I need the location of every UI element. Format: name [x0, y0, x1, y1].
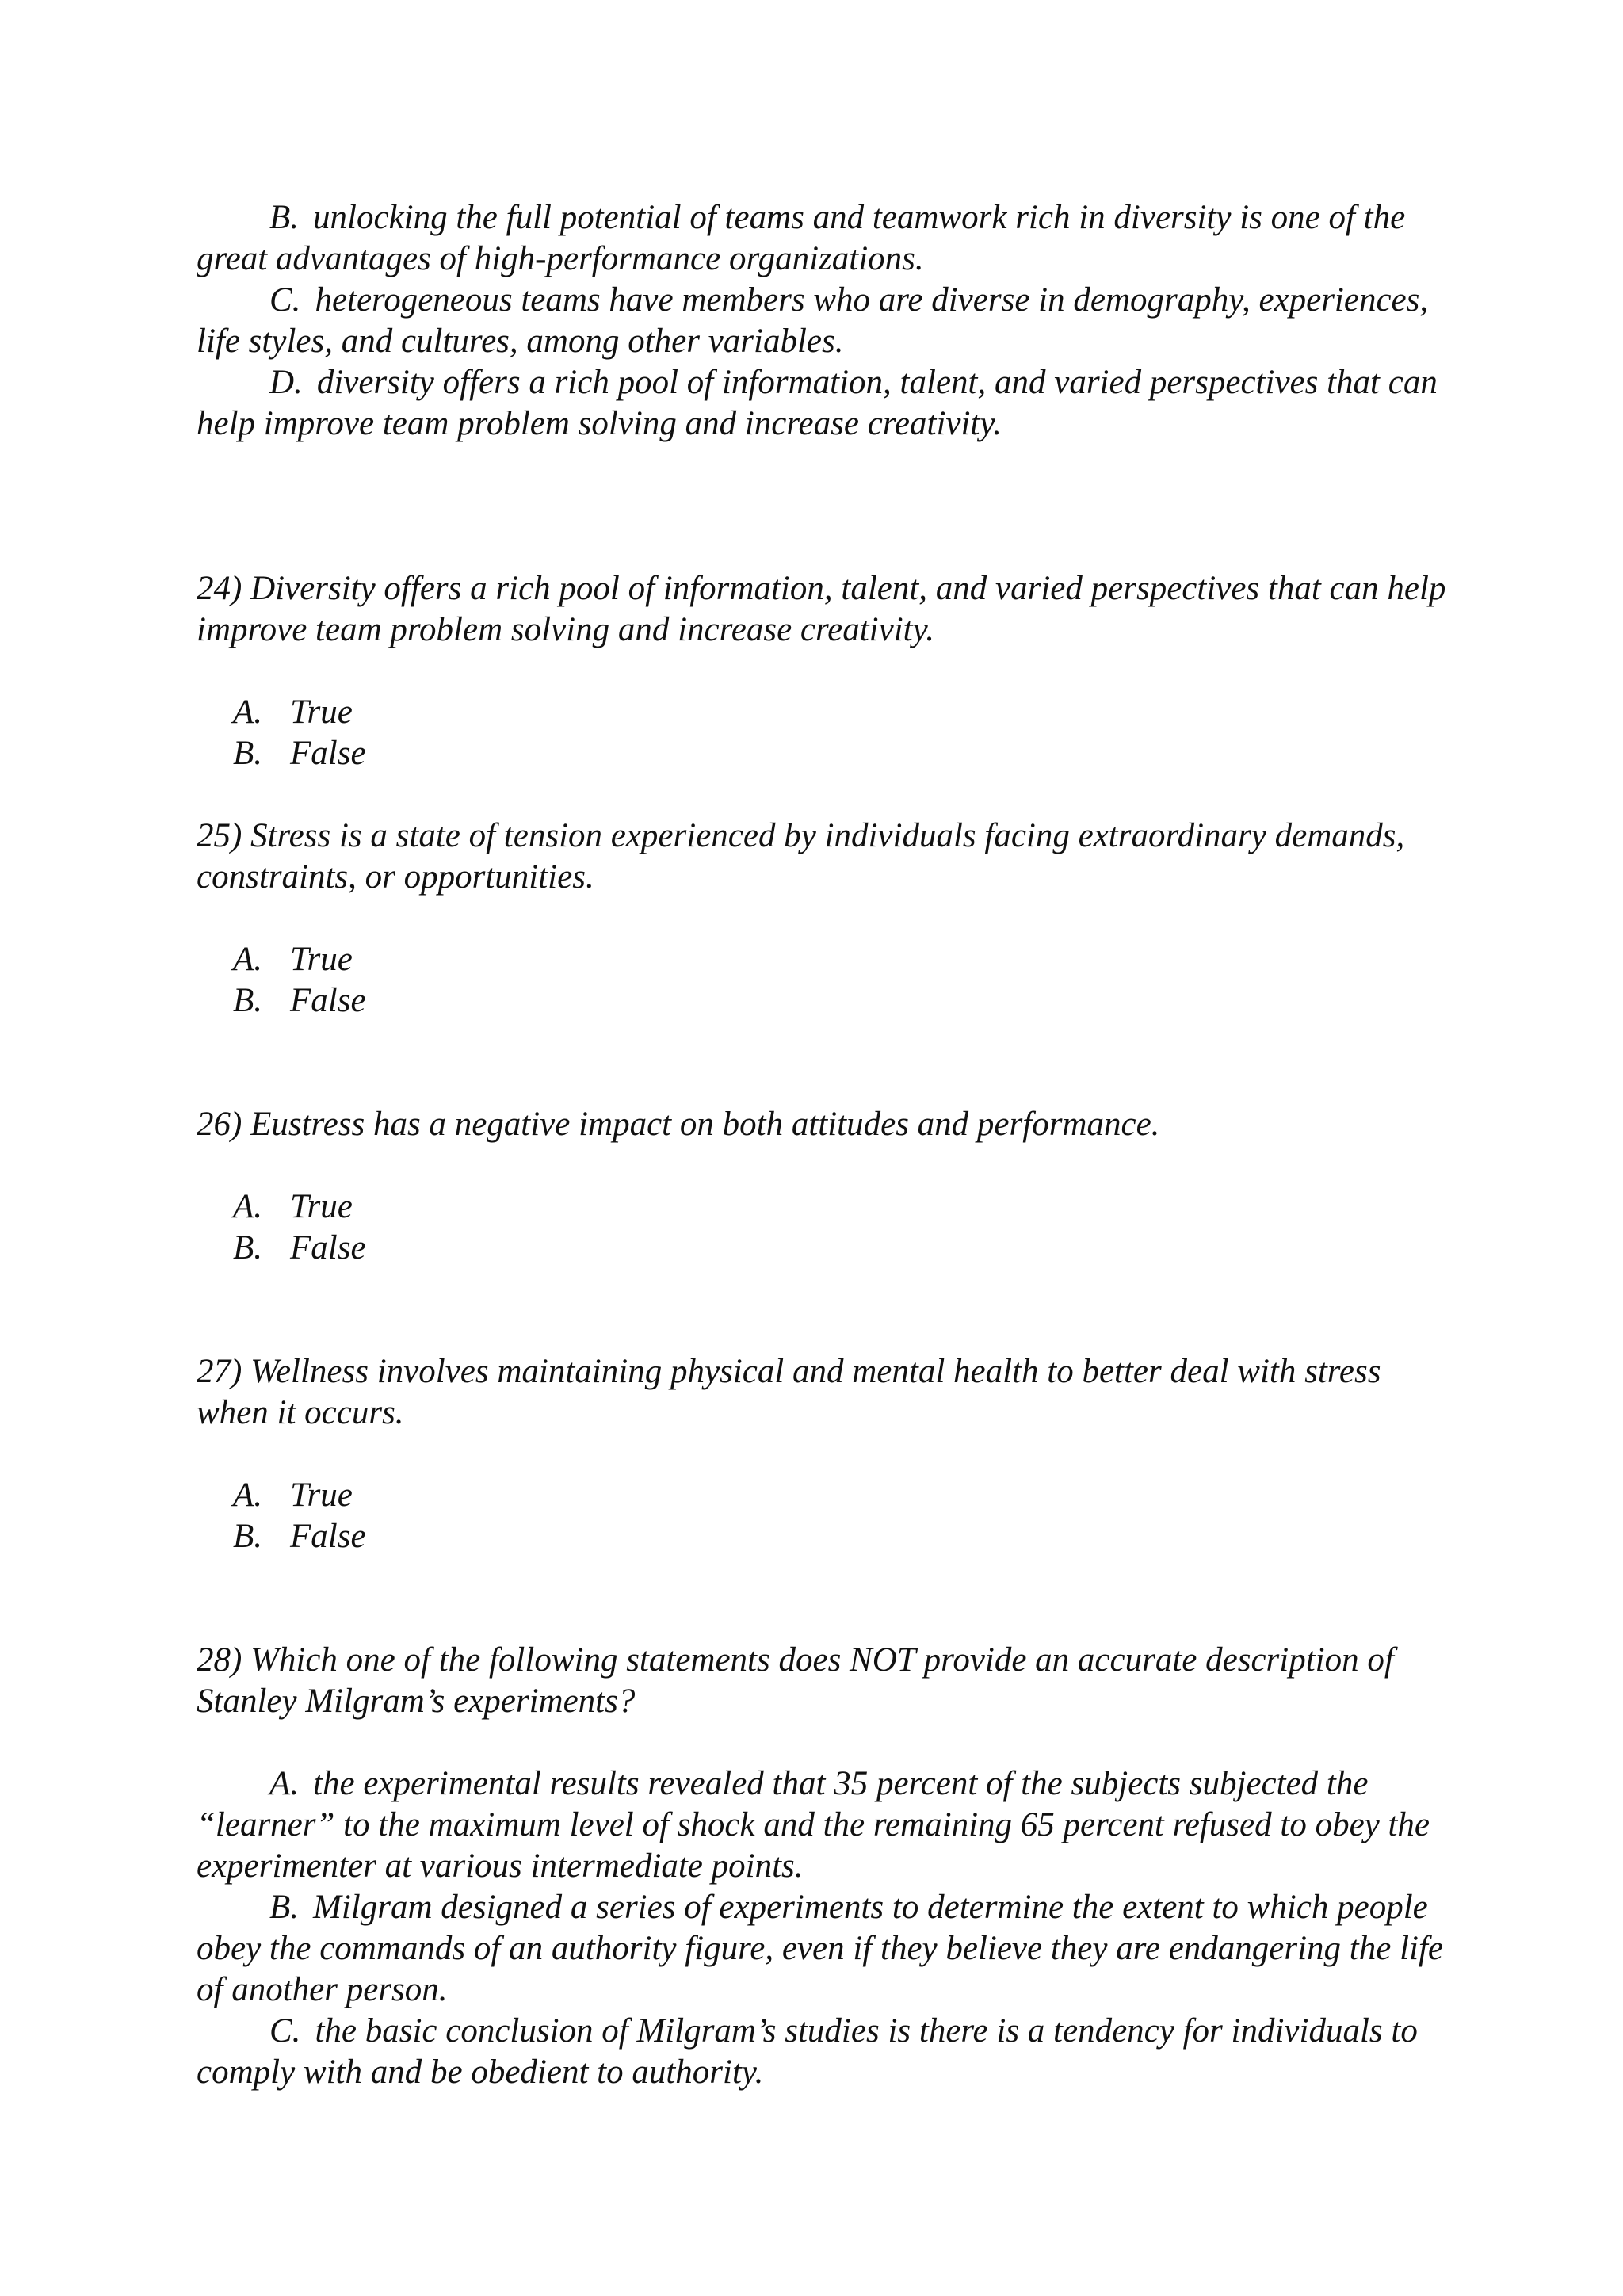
option-item — [197, 1186, 1457, 1228]
question-text: 26) Eustress has a negative impact on both attitudes and performance. — [197, 1106, 1160, 1143]
option-letter: A. — [233, 1188, 263, 1225]
option-item — [197, 362, 1457, 445]
option-letter: B. — [233, 982, 263, 1019]
option-letter: A. — [233, 941, 263, 978]
option-text: True — [290, 1188, 353, 1225]
option-text: False — [290, 1518, 366, 1555]
question-28 — [197, 1640, 1457, 2093]
option-item — [197, 980, 1457, 1022]
option-letter: A. — [269, 1765, 300, 1802]
option-text: False — [290, 735, 366, 772]
option-letter: D. — [269, 364, 303, 401]
option-text: the basic conclusion of Milgram’s studies is there is a tendency for individuals to comply with and be obedient to authority. — [197, 2012, 1418, 2091]
option-text: unlocking the full potential of teams and teamwork rich in diversity is one of the great advantages of high-performance organizations. — [197, 199, 1406, 277]
continued-options — [197, 197, 1457, 445]
document-page — [197, 197, 1457, 2093]
option-letter: B. — [269, 1889, 300, 1926]
option-item — [197, 1228, 1457, 1269]
option-text: True — [290, 941, 353, 978]
option-text: False — [290, 982, 366, 1019]
option-item — [197, 197, 1457, 280]
option-item — [197, 280, 1457, 362]
option-text: heterogeneous teams have members who are diverse in demography, experiences, life styles, and cultures, among other variables. — [197, 281, 1429, 360]
option-letter: C. — [269, 2012, 301, 2050]
option-letter: B. — [233, 735, 263, 772]
option-item — [197, 939, 1457, 980]
question-24 — [197, 568, 1457, 774]
option-item — [197, 1887, 1457, 2011]
option-text: Milgram designed a series of experiments to determine the extent to which people obey the commands of an authority figure, even if they believe they are endangering the life of another person. — [197, 1889, 1444, 2008]
option-item — [197, 692, 1457, 733]
option-item — [197, 2011, 1457, 2093]
question-25 — [197, 816, 1457, 1022]
question-text: 27) Wellness involves maintaining physical and mental health to better deal with stress when it occurs. — [197, 1353, 1381, 1431]
question-text: 28) Which one of the following statements does NOT provide an accurate description of Stanley Milgram’s experiments? — [197, 1641, 1394, 1720]
option-letter: B. — [269, 199, 300, 236]
option-item — [197, 1475, 1457, 1516]
option-letter: B. — [233, 1518, 263, 1555]
option-item — [197, 1516, 1457, 1557]
option-letter: A. — [233, 1477, 263, 1514]
option-text: True — [290, 1477, 353, 1514]
option-letter: C. — [269, 281, 301, 319]
option-text: False — [290, 1229, 366, 1266]
option-letter: B. — [233, 1229, 263, 1266]
question-text: 25) Stress is a state of tension experienced by individuals facing extraordinary demands, constraints, or opportunities. — [197, 817, 1405, 896]
option-text: True — [290, 693, 353, 731]
question-26 — [197, 1104, 1457, 1269]
option-item — [197, 1763, 1457, 1887]
option-text: the experimental results revealed that 35 percent of the subjects subjected the “learner” to the maximum level of shock and the remaining 65 percent refused to obey the experimenter at various intermediate points. — [197, 1765, 1430, 1885]
option-letter: A. — [233, 693, 263, 731]
question-text: 24) Diversity offers a rich pool of information, talent, and varied perspectives that can help improve team problem solving and increase creativity. — [197, 570, 1446, 648]
option-item — [197, 733, 1457, 774]
option-text: diversity offers a rich pool of information, talent, and varied perspectives that can help improve team problem solving and increase creativity. — [197, 364, 1438, 442]
question-27 — [197, 1351, 1457, 1557]
